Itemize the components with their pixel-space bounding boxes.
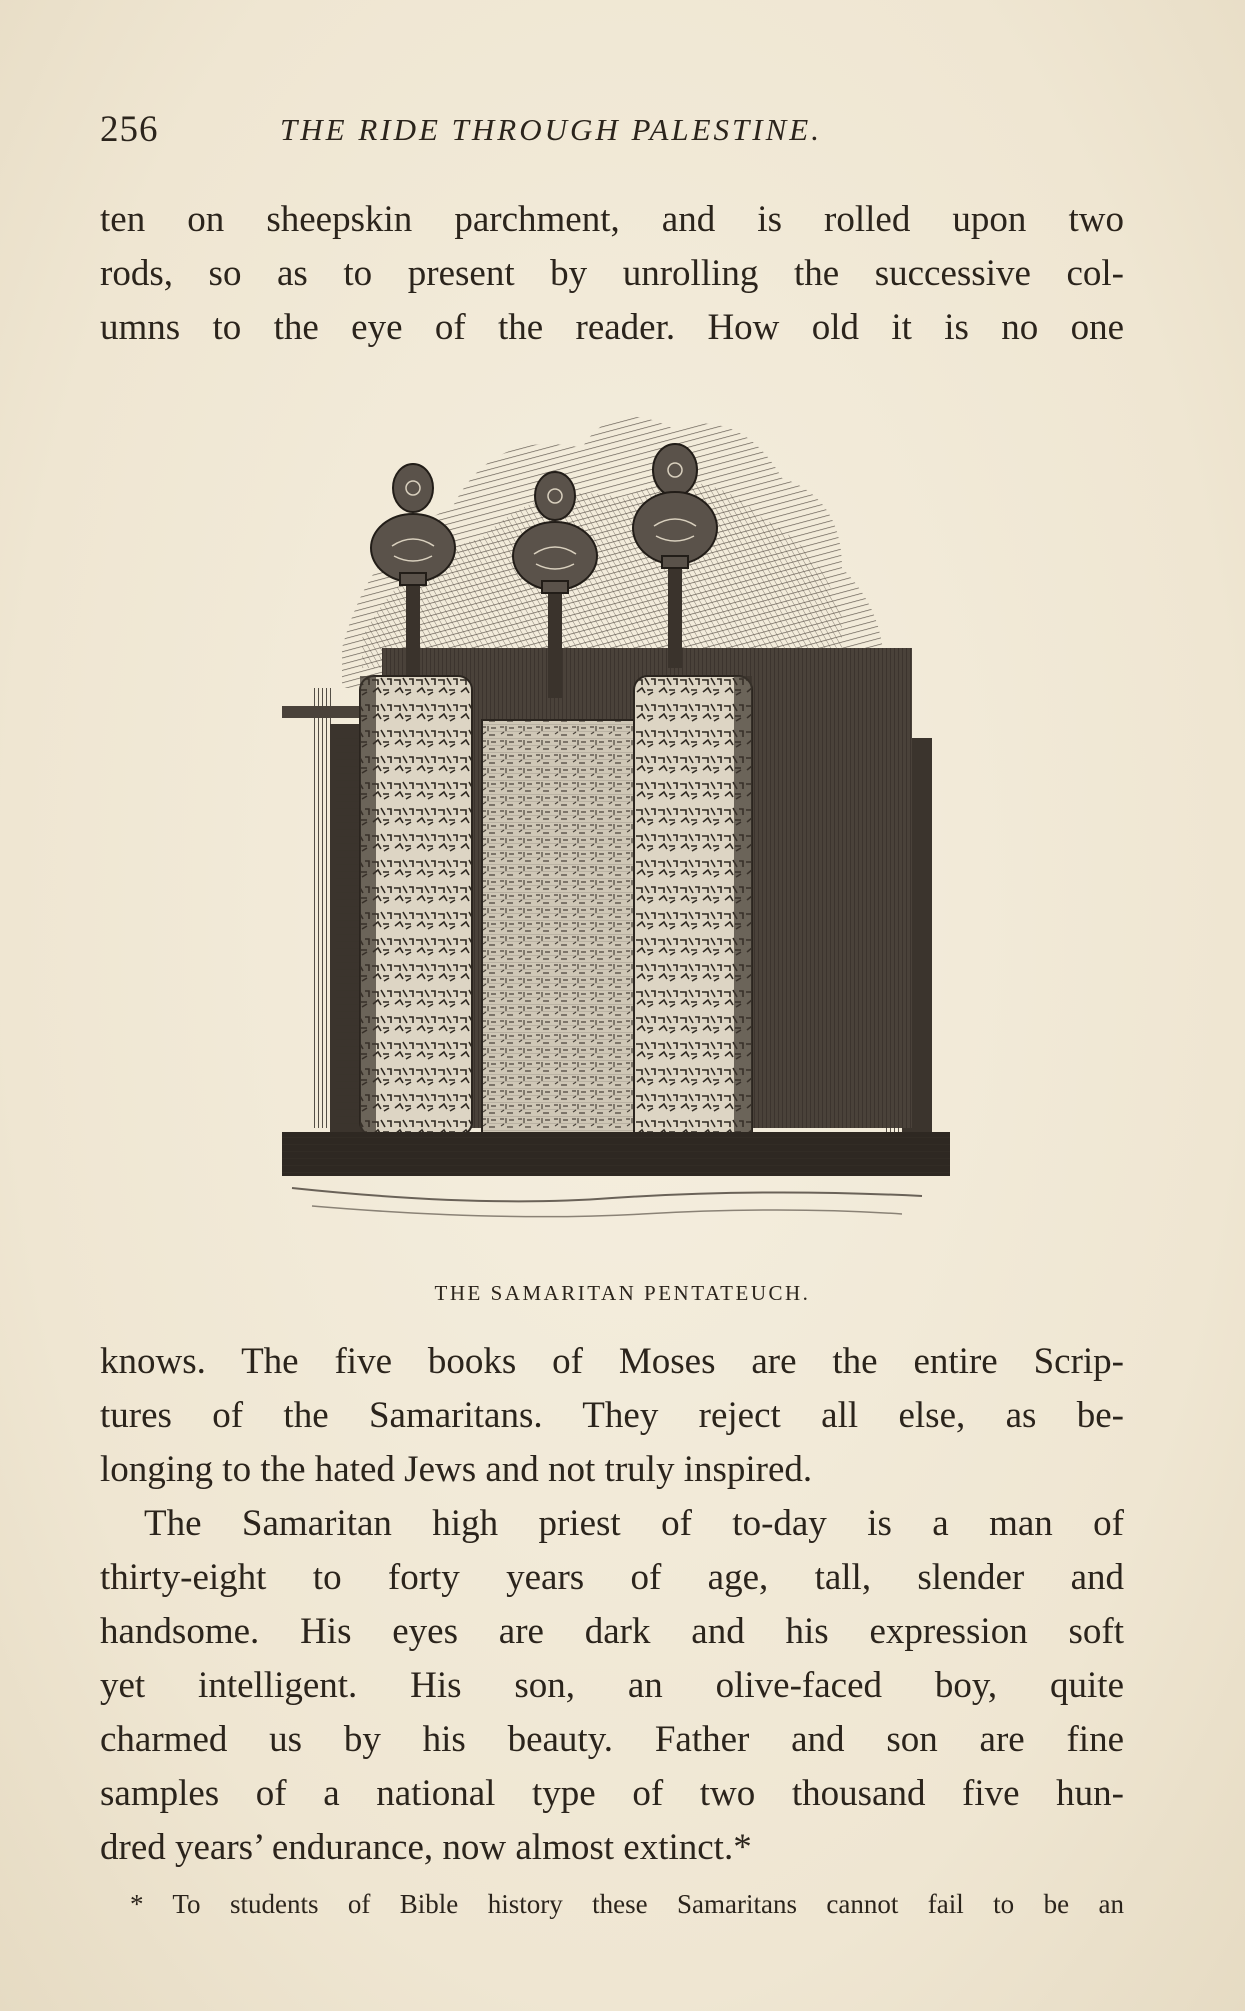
text-line: longing to the hated Jews and not truly inspired. xyxy=(100,1449,813,1490)
text-line: thirty-eight to forty years of age, tall, slender and xyxy=(100,1557,1124,1598)
paragraph-top xyxy=(100,193,1124,355)
text-line: dred years’ endurance, now almost extinct.* xyxy=(100,1827,752,1868)
samaritan-pentateuch-engraving xyxy=(282,388,950,1258)
text-line: tures of the Samaritans. They reject all else, as be- xyxy=(100,1395,1124,1436)
text-line: knows. The five books of Moses are the entire Scrip- xyxy=(100,1341,1124,1382)
page-header xyxy=(100,108,960,158)
text-line: yet intelligent. His son, an olive-faced boy, quite xyxy=(100,1665,1124,1706)
running-title: THE RIDE THROUGH PALESTINE. xyxy=(280,112,822,147)
paragraph-high-priest xyxy=(100,1497,1124,1875)
text-line: rods, so as to present by unrolling the successive col- xyxy=(100,253,1124,294)
text-line: The Samaritan high priest of to-day is a man of xyxy=(144,1503,1124,1544)
page-number: 256 xyxy=(100,109,159,150)
text-line: samples of a national type of two thousand five hun- xyxy=(100,1773,1124,1814)
illustration-caption: THE SAMARITAN PENTATEUCH. xyxy=(434,1281,811,1305)
text-line: umns to the eye of the reader. How old it is no one xyxy=(100,307,1124,348)
text-line: handsome. His eyes are dark and his expression soft xyxy=(100,1611,1124,1652)
text-line: charmed us by his beauty. Father and son are fine xyxy=(100,1719,1124,1760)
text-line: ten on sheepskin parchment, and is rolled upon two xyxy=(100,199,1124,240)
paragraph-continuation xyxy=(100,1335,1124,1497)
footnote: * To students of Bible history these Samaritans cannot fail to be an xyxy=(130,1889,1124,1919)
